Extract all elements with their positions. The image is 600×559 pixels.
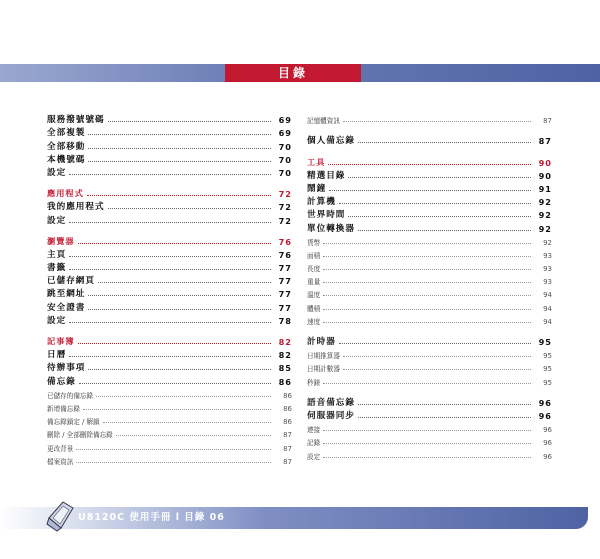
toc-entry-label: 日曆 [47, 350, 67, 361]
toc-entry[interactable] [47, 125, 292, 138]
toc-page-number: 93 [543, 251, 552, 260]
toc-page-number: 87 [543, 117, 552, 126]
dot-leader [69, 269, 271, 270]
toc-entry-label: 重量 [307, 278, 321, 287]
toc-entry[interactable] [47, 313, 292, 326]
dot-leader [88, 295, 271, 296]
dot-leader [348, 177, 531, 178]
dot-leader [328, 164, 531, 165]
dot-leader [79, 383, 271, 384]
dot-leader [88, 134, 271, 135]
dot-leader [76, 462, 271, 463]
toc-entry-label: 服務撥號號碼 [47, 115, 105, 126]
toc-page-number: 95 [538, 337, 552, 347]
dot-leader [88, 161, 271, 162]
toc-page-number: 85 [278, 363, 292, 374]
dot-leader [108, 121, 271, 122]
dot-leader [343, 369, 531, 370]
dot-leader [339, 203, 531, 204]
toc-entry[interactable] [307, 234, 552, 247]
toc-entry[interactable] [307, 421, 552, 434]
dot-leader [358, 230, 531, 231]
toc-entry-label: 已儲存的備忘錄 [47, 391, 94, 400]
toc-entry-label: 全部移動 [47, 141, 86, 152]
toc-entry-label: 計算機 [307, 197, 336, 208]
toc-spacer [47, 226, 292, 234]
toc-entry-label: 已儲存網頁 [47, 276, 95, 287]
toc-entry-label: 個人備忘錄 [307, 136, 355, 147]
toc-entry-label: 應用程式 [47, 188, 84, 199]
dot-leader [87, 195, 271, 196]
toc-spacer [307, 387, 552, 395]
toc-page-number: 77 [278, 276, 292, 287]
toc-entry-label: 貨幣 [307, 238, 321, 247]
toc-page-number: 70 [278, 154, 292, 165]
toc-page-number: 78 [278, 315, 292, 326]
toc-page-number: 93 [543, 265, 552, 274]
toc-entry[interactable] [47, 439, 292, 452]
toc-page-number: 91 [538, 183, 552, 194]
toc-entry[interactable] [47, 260, 292, 273]
dot-leader [323, 256, 531, 257]
toc-entry-label: 更改背景 [47, 444, 74, 453]
dot-leader [76, 449, 271, 450]
toc-entry[interactable] [47, 165, 292, 178]
toc-entry-label: 日期計數器 [307, 365, 340, 374]
toc-page-number: 77 [278, 302, 292, 313]
toc-entry[interactable] [47, 400, 292, 413]
toc-page-number: 86 [278, 376, 292, 387]
toc-entry-label: 備忘錄 [47, 376, 76, 387]
toc-spacer [307, 125, 552, 133]
toc-entry[interactable] [307, 112, 552, 125]
toc-entry[interactable] [47, 387, 292, 400]
dot-leader [88, 148, 271, 149]
toc-entry-label: 跳至網址 [47, 289, 86, 300]
toc-entry[interactable] [307, 434, 552, 447]
toc-entry[interactable] [307, 207, 552, 220]
toc-entry-label: 安全證書 [47, 302, 86, 313]
toc-right-column [307, 112, 552, 461]
toc-entry[interactable] [307, 447, 552, 460]
toc-spacer [307, 146, 552, 154]
toc-page-number: 70 [278, 167, 292, 178]
phone-icon [45, 498, 77, 532]
dot-leader [323, 282, 531, 283]
toc-page-number: 87 [538, 136, 552, 147]
dot-leader [69, 322, 271, 323]
toc-entry-label: 單位轉換器 [307, 223, 355, 234]
toc-entry[interactable] [307, 373, 552, 386]
toc-spacer [47, 178, 292, 186]
toc-page-number: 87 [283, 431, 292, 440]
toc-page-number: 72 [278, 189, 292, 200]
toc-entry-label: 秒錶 [307, 378, 321, 387]
dot-leader [116, 435, 271, 436]
toc-entry[interactable] [307, 133, 552, 146]
toc-entry-label: 檔案資訊 [47, 457, 74, 466]
toc-page-number: 96 [543, 452, 552, 461]
toc-entry[interactable] [307, 347, 552, 360]
toc-page-number: 69 [278, 115, 292, 126]
toc-entry-label: 全部複製 [47, 128, 86, 139]
dot-leader [339, 343, 531, 344]
toc-entry-label: 連接 [307, 426, 321, 435]
toc-entry-label: 設定 [307, 452, 321, 461]
toc-entry[interactable] [307, 395, 552, 408]
toc-page-number: 86 [283, 391, 292, 400]
toc-page-number: 92 [538, 197, 552, 208]
dot-leader [323, 295, 531, 296]
dot-leader [69, 222, 271, 223]
toc-entry[interactable] [307, 286, 552, 299]
toc-page-number: 87 [283, 444, 292, 453]
toc-entry-label: 溫度 [307, 291, 321, 300]
toc-entry[interactable] [307, 313, 552, 326]
dot-leader [88, 309, 271, 310]
dot-leader [323, 309, 531, 310]
toc-page-number: 77 [278, 263, 292, 274]
toc-page-number: 90 [538, 170, 552, 181]
toc-section-heading[interactable] [47, 334, 292, 347]
toc-entry-label: 體積 [307, 304, 321, 313]
toc-page-number: 72 [278, 202, 292, 213]
dot-leader [343, 121, 531, 122]
toc-entry-label: 瀏覽器 [47, 235, 75, 246]
toc-entry-label: 我的應用程式 [47, 202, 105, 213]
dot-leader [343, 356, 531, 357]
toc-entry[interactable] [307, 334, 552, 347]
toc-entry-label: 長度 [307, 265, 321, 274]
dot-leader [323, 430, 531, 431]
toc-entry[interactable] [47, 426, 292, 439]
toc-entry-label: 本機號碼 [47, 154, 86, 165]
toc-page-number: 87 [283, 457, 292, 466]
toc-page-number: 93 [543, 278, 552, 287]
toc-page-number: 86 [283, 404, 292, 413]
toc-left-column [47, 112, 292, 466]
dot-leader [358, 417, 531, 418]
page-title: 目錄 [225, 64, 361, 82]
toc-entry[interactable] [47, 373, 292, 386]
dot-leader [323, 443, 531, 444]
dot-leader [69, 256, 271, 257]
dot-leader [323, 322, 531, 323]
toc-entry[interactable] [47, 286, 292, 299]
toc-entry-label: 語音備忘錄 [307, 397, 355, 408]
toc-entry-label: 記事簿 [47, 336, 75, 346]
toc-page-number: 96 [538, 410, 552, 421]
toc-entry[interactable] [47, 413, 292, 426]
toc-page-number: 92 [538, 210, 552, 221]
dot-leader [69, 174, 271, 175]
toc-spacer [47, 326, 292, 334]
dot-leader [323, 269, 531, 270]
toc-entry-label: 備忘錄鎖定 / 解鎖 [47, 418, 100, 427]
dot-leader [323, 457, 531, 458]
toc-entry[interactable] [47, 199, 292, 212]
toc-entry[interactable] [47, 247, 292, 260]
toc-entry-label: 設定 [47, 215, 67, 226]
toc-page-number: 72 [278, 215, 292, 226]
toc-entry[interactable] [307, 168, 552, 181]
toc-entry-label: 記憶體資訊 [307, 117, 340, 126]
dot-leader [83, 409, 271, 410]
dot-leader [323, 243, 531, 244]
toc-section-heading[interactable] [47, 234, 292, 247]
toc-entry-label: 設定 [47, 315, 67, 326]
toc-entry[interactable] [307, 220, 552, 233]
toc-page-number: 94 [543, 304, 552, 313]
toc-page-number: 92 [538, 223, 552, 234]
dot-leader [108, 208, 271, 209]
toc-entry[interactable] [307, 181, 552, 194]
toc-entry-label: 待辦事項 [47, 363, 86, 374]
toc-page-number: 94 [543, 291, 552, 300]
toc-entry-label: 設定 [47, 167, 67, 178]
dot-leader [88, 369, 271, 370]
toc-page-number: 82 [278, 350, 292, 361]
toc-page-number: 70 [278, 141, 292, 152]
toc-entry[interactable] [47, 138, 292, 151]
toc-section-heading[interactable] [307, 154, 552, 167]
toc-entry[interactable] [47, 347, 292, 360]
toc-entry[interactable] [307, 247, 552, 260]
toc-page-number: 96 [543, 426, 552, 435]
toc-entry[interactable] [47, 453, 292, 466]
toc-page-number: 77 [278, 289, 292, 300]
toc-page-number: 96 [538, 397, 552, 408]
toc-entry-label: 世界時間 [307, 210, 346, 221]
dot-leader [78, 243, 271, 244]
toc-entry-label: 主頁 [47, 249, 67, 260]
toc-page-number: 95 [543, 352, 552, 361]
toc-entry[interactable] [47, 152, 292, 165]
toc-page-number: 76 [278, 249, 292, 260]
dot-leader [78, 343, 271, 344]
toc-page-number: 90 [538, 157, 552, 168]
toc-entry[interactable] [307, 194, 552, 207]
toc-page-number: 96 [543, 439, 552, 448]
toc-entry[interactable] [307, 273, 552, 286]
dot-leader [323, 383, 531, 384]
toc-entry-label: 面積 [307, 251, 321, 260]
toc-entry[interactable] [47, 112, 292, 125]
dot-leader [98, 282, 271, 283]
toc-section-heading[interactable] [47, 186, 292, 199]
toc-entry-label: 記錄 [307, 439, 321, 448]
toc-page-number: 69 [278, 128, 292, 139]
toc-page-number: 94 [543, 317, 552, 326]
toc-entry[interactable] [47, 360, 292, 373]
toc-spacer [307, 326, 552, 334]
dot-leader [348, 216, 531, 217]
toc-page-number: 95 [543, 378, 552, 387]
dot-leader [329, 190, 531, 191]
dot-leader [358, 142, 531, 143]
toc-entry-label: 速度 [307, 317, 321, 326]
toc-entry[interactable] [307, 360, 552, 373]
toc-entry-label: 精選目錄 [307, 170, 346, 181]
dot-leader [358, 404, 531, 405]
toc-entry-label: 書籤 [47, 263, 67, 274]
toc-entry-label: 刪除 / 全部刪除備忘錄 [47, 431, 113, 440]
toc-entry-label: 工具 [307, 156, 326, 167]
dot-leader [69, 356, 271, 357]
toc-entry[interactable] [307, 299, 552, 312]
toc-entry[interactable] [307, 408, 552, 421]
dot-leader [103, 422, 271, 423]
toc-entry-label: 計時器 [307, 337, 336, 347]
toc-entry-label: 伺服器同步 [307, 410, 355, 421]
toc-entry-label: 新增備忘錄 [47, 404, 80, 413]
toc-entry[interactable] [307, 260, 552, 273]
footer-text: U8120C 使用手冊 l 目錄 06 [78, 512, 225, 523]
toc-entry[interactable] [47, 299, 292, 312]
toc-page-number: 76 [278, 236, 292, 247]
toc-page-number: 95 [543, 365, 552, 374]
toc-entry[interactable] [47, 212, 292, 225]
toc-entry[interactable] [47, 273, 292, 286]
toc-entry-label: 日期推算器 [307, 352, 340, 361]
toc-page-number: 92 [543, 238, 552, 247]
toc-page-number: 82 [278, 337, 292, 347]
toc-entry-label: 鬧鐘 [307, 183, 327, 194]
toc-page-number: 86 [283, 418, 292, 427]
dot-leader [96, 396, 271, 397]
